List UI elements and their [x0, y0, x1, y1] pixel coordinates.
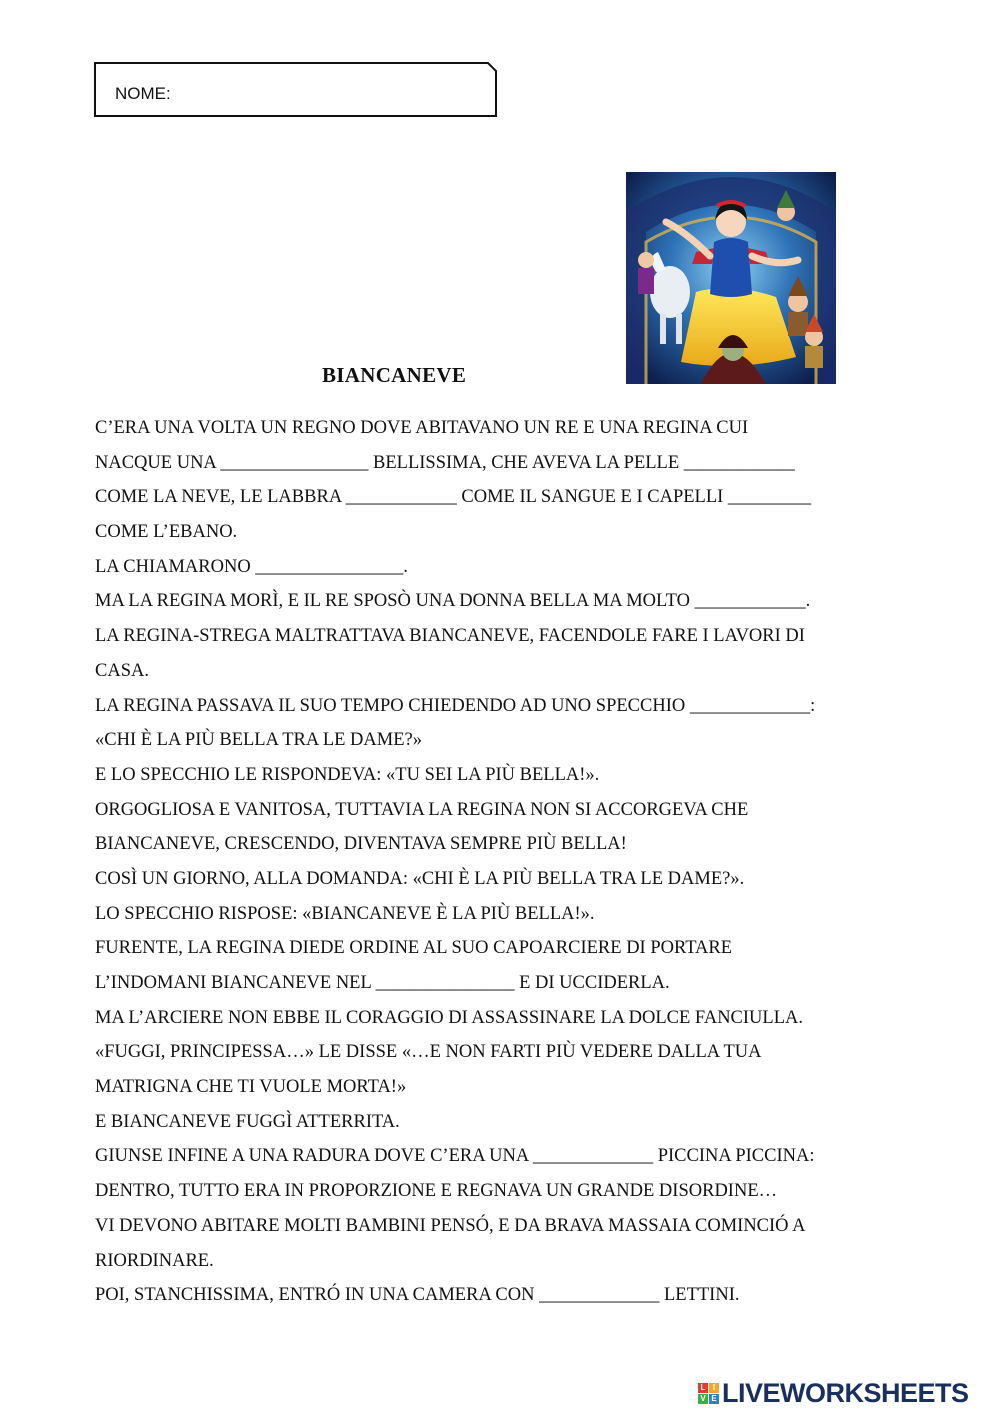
liveworksheets-logo[interactable] [698, 1378, 969, 1408]
story-line: E BIANCANEVE FUGGÌ ATTERRITA. [95, 1111, 400, 1132]
story-line: VI DEVONO ABITARE MOLTI BAMBINI PENSÓ, E DA BRAVA MASSAIA COMINCIÓ A [95, 1215, 806, 1236]
story-line: MA LA REGINA MORÌ, E IL RE SPOSÒ UNA DONNA BELLA MA MOLTO ____________. [95, 591, 811, 612]
story-text [95, 411, 915, 1313]
story-line: «FUGGI, PRINCIPESSA…» LE DISSE «…E NON FARTI PIÙ VEDERE DALLA TUA [95, 1042, 762, 1063]
story-line: CASA. [95, 660, 149, 681]
logo-badge-icon [698, 1383, 719, 1404]
snow-white-image [626, 172, 836, 384]
story-line: RIORDINARE. [95, 1250, 214, 1271]
logo-text: LIVEWORKSHEETS [722, 1377, 969, 1408]
story-line: POI, STANCHISSIMA, ENTRÓ IN UNA CAMERA CON _____________ LETTINI. [95, 1285, 740, 1306]
story-line: FURENTE, LA REGINA DIEDE ORDINE AL SUO CAPOARCIERE DI PORTARE [95, 938, 733, 959]
story-line: C’ERA UNA VOLTA UN REGNO DOVE ABITAVANO UN RE E UNA REGINA CUI [95, 418, 749, 438]
logo-badge-letter: V [698, 1394, 708, 1404]
logo-badge-letter: E [709, 1394, 719, 1404]
story-line: BIANCANEVE, CRESCENDO, DIVENTAVA SEMPRE PIÙ BELLA! [95, 834, 627, 855]
story-line: LA REGINA PASSAVA IL SUO TEMPO CHIEDENDO AD UNO SPECCHIO _____________: [95, 695, 816, 716]
logo-badge-letter: I [709, 1383, 719, 1393]
story-line: COSÌ UN GIORNO, ALLA DOMANDA: «CHI È LA PIÙ BELLA TRA LE DAME?». [95, 868, 745, 889]
name-box [94, 62, 496, 116]
story-line: COME L’EBANO. [95, 522, 238, 543]
story-line: LA CHIAMARONO ________________. [95, 556, 408, 577]
story-line: GIUNSE INFINE A UNA RADURA DOVE C’ERA UNA _____________ PICCINA PICCINA: [95, 1146, 815, 1167]
story-line: MATRIGNA CHE TI VUOLE MORTA!» [95, 1077, 407, 1098]
story-line: ORGOGLIOSA E VANITOSA, TUTTAVIA LA REGINA NON SI ACCORGEVA CHE [95, 799, 749, 820]
snow-white-illustration [626, 172, 836, 384]
story-line: «CHI È LA PIÙ BELLA TRA LE DAME?» [95, 730, 422, 751]
story-line: COME LA NEVE, LE LABBRA ____________ COME IL SANGUE E I CAPELLI _________ [95, 487, 812, 508]
story-line: L’INDOMANI BIANCANEVE NEL _______________ E DI UCCIDERLA. [95, 973, 670, 993]
story-line: NACQUE UNA ________________ BELLISSIMA, CHE AVEVA LA PELLE ____________ [95, 452, 795, 473]
logo-badge-letter: L [698, 1383, 708, 1393]
story-line: LO SPECCHIO RISPOSE: «BIANCANEVE È LA PIÙ BELLA!». [95, 903, 595, 924]
story-line: E LO SPECCHIO LE RISPONDEVA: «TU SEI LA PIÙ BELLA!». [95, 764, 600, 785]
name-label: NOME: [115, 84, 171, 103]
worksheet-title: BIANCANEVE [322, 363, 467, 387]
story-line: LA REGINA-STREGA MALTRATTAVA BIANCANEVE, FACENDOLE FARE I LAVORI DI [95, 626, 805, 647]
story-line: DENTRO, TUTTO ERA IN PROPORZIONE E REGNAVA UN GRANDE DISORDINE… [95, 1181, 778, 1202]
story-line: MA L’ARCIERE NON EBBE IL CORAGGIO DI ASSASSINARE LA DOLCE FANCIULLA. [95, 1007, 803, 1028]
